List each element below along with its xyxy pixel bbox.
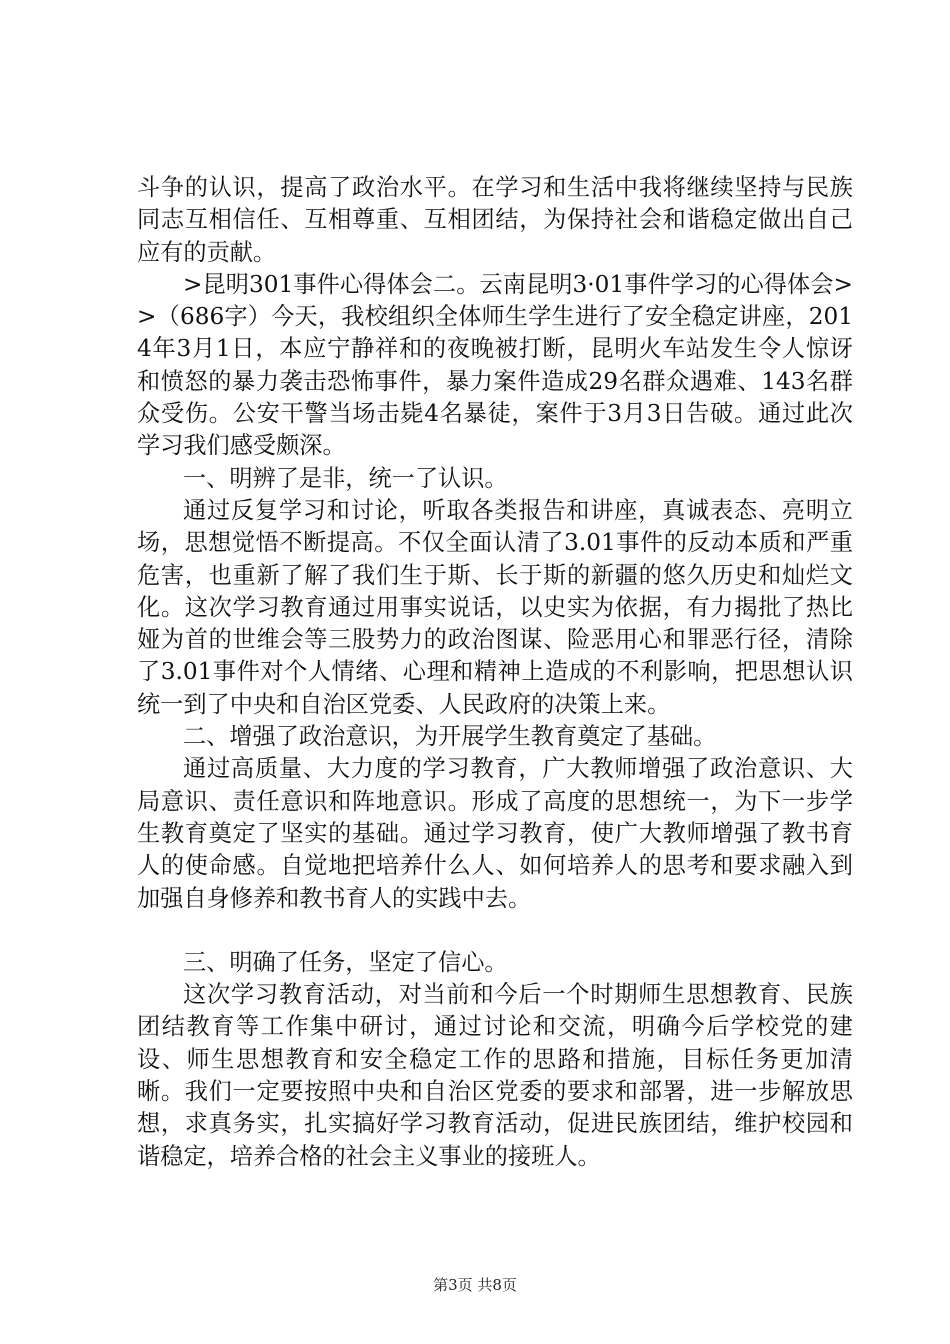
body-paragraph: 通过反复学习和讨论，听取各类报告和讲座，真诚表态、亮明立场，思想觉悟不断提高。不仅全面认清了3.01事件的反动本质和严重危害，也重新了解了我们生于斯、长于斯的新疆的悠久历史和灿烂文化。这次学习教育通过用事实说话，以史实为依据，有力揭批了热比娅为首的世维会等三股势力的政治图谋、险恶用心和罪恶行径，清除了3.01事件对个人情绪、心理和精神上造成的不利影响，把思想认识统一到了中央和自治区党委、人民政府的决策上来。	[137, 496, 853, 718]
document-body	[137, 172, 853, 1173]
section-heading: 三、明确了任务，坚定了信心。	[183, 948, 508, 976]
body-paragraph: >昆明301事件心得体会二。云南昆明3·01事件学习的心得体会>>（686字）今天，我校组织全体师生学生进行了安全稳定讲座，2014年3月1日，本应宁静祥和的夜晚被打断，昆明火车站发生令人惊讶和愤怒的暴力袭击恐怖事件，暴力案件造成29名群众遇难、143名群众受伤。公安干警当场击毙4名暴徒，案件于3月3日告破。通过此次学习我们感受颇深。	[137, 270, 853, 460]
body-paragraph: 通过高质量、大力度的学习教育，广大教师增强了政治意识、大局意识、责任意识和阵地意识。形成了高度的思想统一，为下一步学生教育奠定了坚实的基础。通过学习教育，使广大教师增强了教书育人的使命感。自觉地把培养什么人、如何培养人的思考和要求融入到加强自身修养和教书育人的实践中去。	[137, 755, 853, 912]
section-heading: 一、明辨了是非，统一了认识。	[183, 464, 508, 492]
page-number-footer: 第3页 共8页	[433, 1276, 517, 1294]
body-paragraph: 斗争的认识，提高了政治水平。在学习和生活中我将继续坚持与民族同志互相信任、互相尊重、互相团结，为保持社会和谐稳定做出自己应有的贡献。	[137, 174, 853, 266]
body-paragraph: 这次学习教育活动，对当前和今后一个时期师生思想教育、民族团结教育等工作集中研讨，通过讨论和交流，明确今后学校党的建设、师生思想教育和安全稳定工作的思路和措施，目标任务更加清晰。我们一定要按照中央和自治区党委的要求和部署，进一步解放思想，求真务实，扎实搞好学习教育活动，促进民族团结，维护校园和谐稳定，培养合格的社会主义事业的接班人。	[137, 981, 853, 1170]
paragraph-spacer	[137, 915, 853, 947]
section-heading: 二、增强了政治意识，为开展学生教育奠定了基础。	[183, 723, 717, 751]
